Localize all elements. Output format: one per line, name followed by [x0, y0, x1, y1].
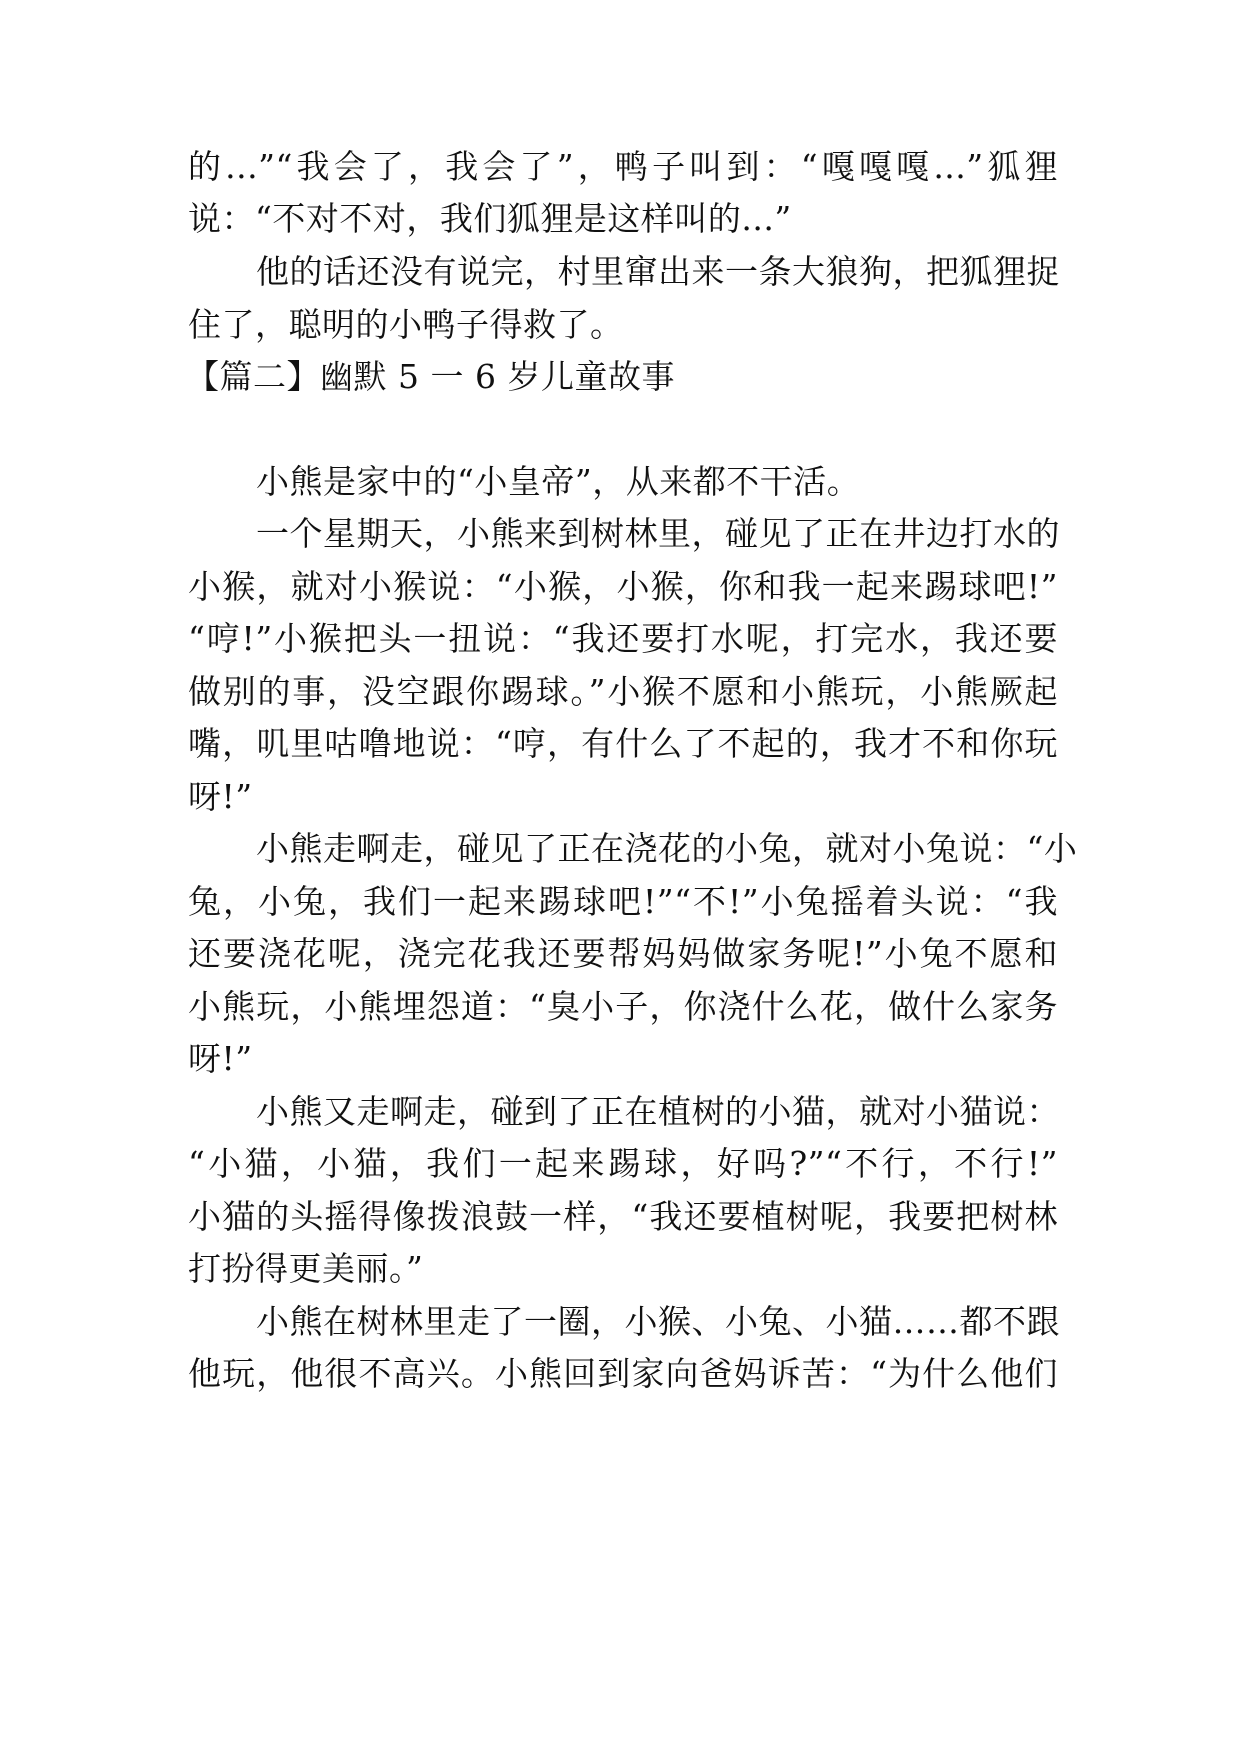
- paragraph-line: 嘴，叽里咕噜地说：“哼，有什么了不起的，我才不和你玩: [188, 724, 1058, 763]
- paragraph-line: 一个星期天，小熊来到树林里，碰见了正在井边打水的: [256, 514, 1060, 553]
- paragraph-line: 他的话还没有说完，村里窜出来一条大狼狗，把狐狸捉: [256, 252, 1060, 291]
- paragraph-line: 小熊玩，小熊埋怨道：“臭小子，你浇什么花，做什么家务: [188, 987, 1058, 1026]
- paragraph-line: 兔，小兔，我们一起来踢球吧!”“不!”小兔摇着头说：“我: [188, 882, 1058, 921]
- paragraph-line: 小猫的头摇得像拨浪鼓一样，“我还要植树呢，我要把树林: [188, 1197, 1058, 1236]
- paragraph-line: “哼!”小猴把头一扭说：“我还要打水呢，打完水，我还要: [188, 619, 1058, 658]
- paragraph-line: 做别的事，没空跟你踢球。”小猴不愿和小熊玩，小熊厥起: [188, 672, 1058, 711]
- paragraph-line: 小熊在树林里走了一圈，小猴、小兔、小猫……都不跟: [256, 1302, 1060, 1341]
- paragraph-line: 他玩，他很不高兴。小熊回到家向爸妈诉苦：“为什么他们: [188, 1354, 1058, 1393]
- paragraph-line: 小熊走啊走，碰见了正在浇花的小兔，就对小兔说：“小: [256, 829, 1078, 868]
- paragraph-line: 小猴，就对小猴说：“小猴，小猴，你和我一起来踢球吧!”: [188, 567, 1058, 606]
- paragraph-line: 还要浇花呢，浇完花我还要帮妈妈做家务呢!”小兔不愿和: [188, 934, 1058, 973]
- paragraph-line: 的...”“我会了，我会了”，鸭子叫到：“嘎嘎嘎...”狐狸: [188, 147, 1058, 186]
- paragraph-line: “小猫，小猫，我们一起来踢球，好吗?”“不行，不行!”: [188, 1144, 1058, 1183]
- section-heading: 【篇二】幽默 5 一 6 岁儿童故事: [186, 357, 675, 396]
- paragraph-line: 呀!”: [188, 777, 253, 816]
- paragraph-line: 小熊又走啊走，碰到了正在植树的小猫，就对小猫说：: [256, 1092, 1060, 1131]
- paragraph-line: 打扮得更美丽。”: [188, 1249, 424, 1288]
- paragraph-line: 小熊是家中的“小皇帝”，从来都不干活。: [256, 462, 861, 501]
- paragraph-line: 呀!”: [188, 1039, 253, 1078]
- paragraph-line: 说：“不对不对，我们狐狸是这样叫的...”: [188, 199, 792, 238]
- paragraph-line: 住了，聪明的小鸭子得救了。: [188, 305, 624, 344]
